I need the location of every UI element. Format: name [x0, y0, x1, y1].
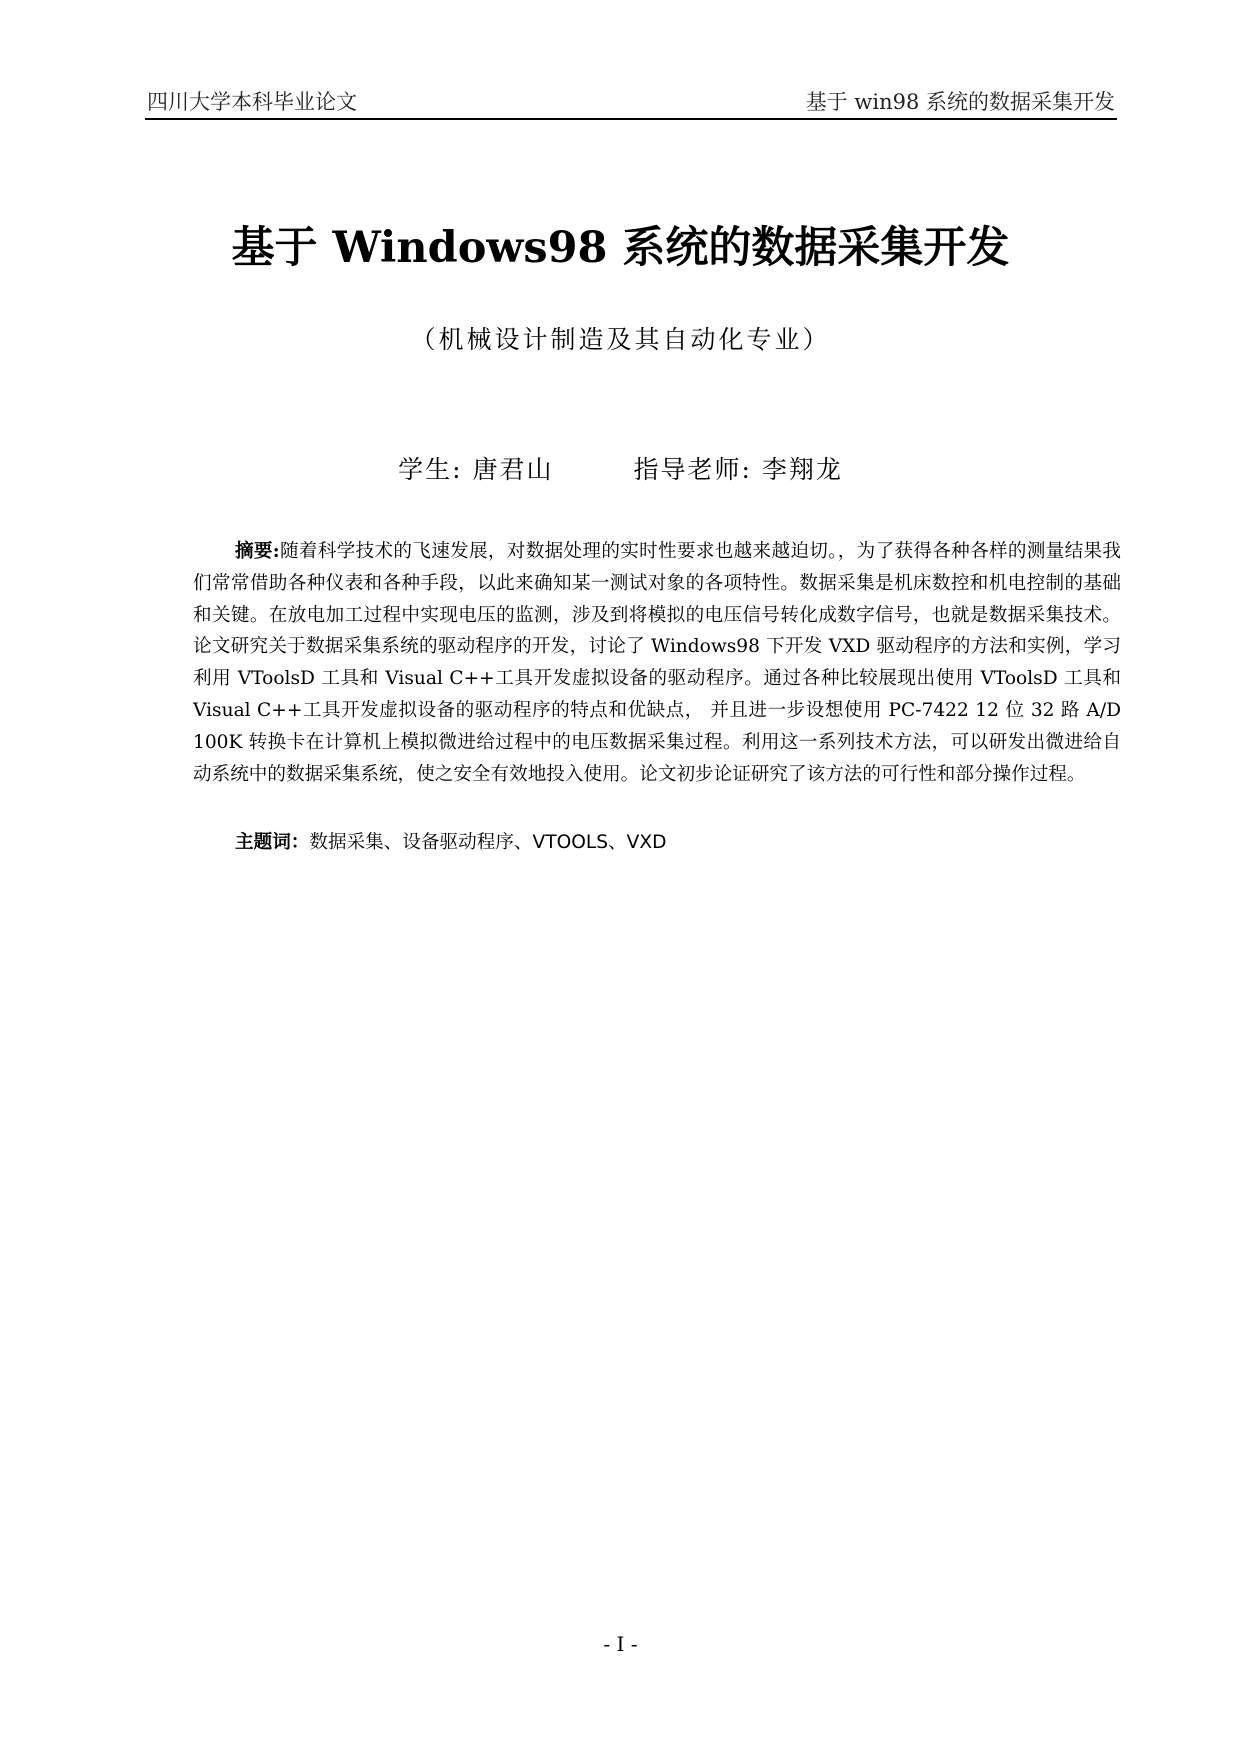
keywords-text: 数据采集、设备驱动程序、VTOOLS、VXD [309, 832, 667, 853]
abstract-paragraph [193, 536, 1121, 790]
page-number: - I - [603, 1632, 638, 1656]
header-thesis-title: 基于 win98 系统的数据采集开发 [805, 90, 1115, 114]
advisor-label: 指导老师: [633, 455, 752, 484]
abstract-label: 摘要: [235, 541, 280, 562]
keywords-label: 主题词： [235, 832, 310, 853]
student-label: 学生: [398, 455, 463, 484]
major-subtitle: （机械设计制造及其自动化专业） [410, 325, 831, 354]
advisor-name: 李翔龙 [761, 455, 843, 484]
thesis-title: 基于 Windows98 系统的数据采集开发 [231, 223, 1010, 273]
keywords-line [193, 827, 1121, 858]
abstract-text: 随着科学技术的飞速发展，对数据处理的实时性要求也越来越迫切。，为了获得各种各样的测量结果我们常常借助各种仪表和各种手段，以此来确知某一测试对象的各项特性。数据采集是机床数控和机电控制的基础和关键。在放电加工过程中实现电压的监测，涉及到将模拟的电压信号转化成数字信号，也就是数据采集技术。论文研究关于数据采集系统的驱动程序的开发，讨论了 Windows98 下开发 VXD 驱动程序的方法和实例，学习利用 VToolsD 工具和 Visual C++工具开发虚拟设备的驱动程序。通过各种比较展现出使用 VToolsD 工具和 Visual C++工具开发虚拟设备的驱动程序的特点和优缺点， 并且进一步设想使用 PC-7422 12 位 32 路 A/D 100K 转换卡在计算机上模拟微进给过程中的电压数据采集过程。利用这一系列技术方法，可以研发出微进给自动系统中的数据采集系统，使之安全有效地投入使用。论文初步论证研究了该方法的可行性和部分操作过程。 [193, 541, 1121, 785]
student-name: 唐君山 [472, 455, 554, 484]
header-university: 四川大学本科毕业论文 [147, 90, 357, 114]
author-line [0, 450, 1241, 486]
running-header [145, 84, 1117, 120]
